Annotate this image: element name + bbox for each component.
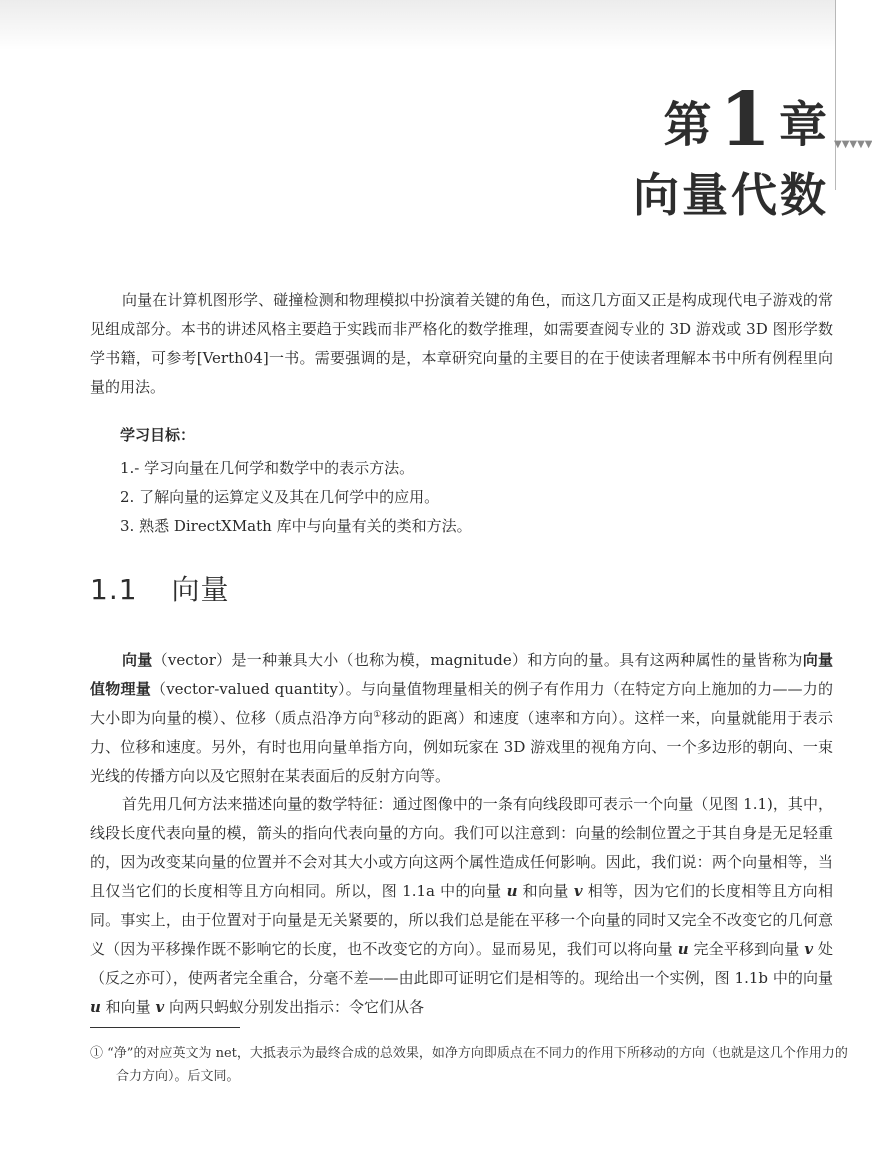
chapter-title: 向量代数 bbox=[633, 168, 829, 222]
page-edge-line bbox=[835, 0, 836, 190]
term-vector: 向量 bbox=[122, 651, 153, 669]
vector-symbol-u: u bbox=[677, 940, 689, 958]
vector-symbol-v: v bbox=[155, 998, 165, 1016]
vector-symbol-v: v bbox=[573, 882, 583, 900]
chapter-label-post: 章 bbox=[778, 97, 829, 153]
objective-item: 3. 熟悉 DirectXMath 库中与向量有关的类和方法。 bbox=[120, 517, 472, 535]
text-run: 相等，因为它们的长度相等且方向相同。事实上，由于位置对于向量是无关紧要的，所以我们总是能在平移一个向量的同时又完全不改变它的几何意义（因为平移操作既不影响它的长度，也不改变它的方向）。显而易见，我们可以将向量 bbox=[90, 882, 833, 958]
page-top-shadow bbox=[0, 0, 835, 50]
chapter-label bbox=[633, 77, 829, 163]
footnote-divider bbox=[90, 1027, 240, 1028]
body-paragraph-2 bbox=[90, 790, 833, 1022]
objectives-title: 学习目标： bbox=[120, 426, 196, 444]
text-run: 处（反之亦可），使两者完全重合，分毫不差——由此即可证明它们是相等的。现给出一个实例，图 1.1b 中的向量 bbox=[90, 940, 833, 987]
term-vector-valued-quantity: 向量值物理量 bbox=[90, 651, 833, 698]
vector-symbol-u: u bbox=[506, 882, 518, 900]
text-run: 和向量 bbox=[517, 882, 574, 900]
vector-symbol-v: v bbox=[804, 940, 814, 958]
objective-item: 2. 了解向量的运算定义及其在几何学中的应用。 bbox=[120, 488, 440, 506]
section-heading bbox=[90, 568, 230, 608]
chapter-number: 1 bbox=[719, 77, 773, 163]
chapter-label-pre: 第 bbox=[663, 97, 714, 153]
intro-paragraph: 向量在计算机图形学、碰撞检测和物理模拟中扮演着关键的角色，而这几方面又正是构成现代电子游戏的常见组成部分。本书的讲述风格主要趋于实践而非严格化的数学推理，如需要查阅专业的 3D 游戏或 3D 图形学数学书籍，可参考[Verth04]一书。需要强调的是，本章研究向量的主要目的在于使读者理解本书中所有例程里向量的用法。 bbox=[90, 291, 833, 396]
footnote bbox=[90, 1042, 856, 1088]
objective-item: 1.- 学习向量在几何学和数学中的表示方法。 bbox=[120, 459, 415, 477]
section-number: 1.1 bbox=[90, 573, 138, 606]
body-paragraph-1 bbox=[90, 646, 833, 791]
footnote-mark: ① bbox=[90, 1046, 104, 1061]
objectives-list bbox=[120, 454, 472, 541]
text-run: （vector-valued quantity）。与向量值物理量相关的例子有作用力（在特定方向上施加的力——力的大小即为向量的模）、位移（质点沿净方向 bbox=[90, 680, 833, 727]
text-run: 移动的距离）和速度（速率和方向）。这样一来，向量就能用于表示力、位移和速度。另外，有时也用向量单指方向，例如玩家在 3D 游戏里的视角方向、一个多边形的朝向、一束光线的传播方向以及它照射在某表面后的反射方向等。 bbox=[90, 709, 833, 785]
footnote-text: “净”的对应英文为 net，大抵表示为最终合成的总效果，如净方向即质点在不同力的作用下所移动的方向（也就是这几个作用力的合力方向）。后文同。 bbox=[103, 1046, 848, 1084]
text-run: （vector）是一种兼具大小（也称为模，magnitude）和方向的量。具有这两种属性的量皆称为 bbox=[152, 651, 803, 669]
section-title: 向量 bbox=[171, 573, 230, 606]
text-run: 向两只蚂蚁分别发出指示：令它们从各 bbox=[164, 998, 424, 1016]
text-run: 和向量 bbox=[100, 998, 156, 1016]
chapter-heading bbox=[633, 77, 829, 227]
footnote-ref: ① bbox=[373, 710, 382, 720]
vector-symbol-u: u bbox=[90, 998, 101, 1016]
text-run: 完全平移到向量 bbox=[688, 940, 805, 958]
text-run: 首先用几何方法来描述向量的数学特征：通过图像中的一条有向线段即可表示一个向量（见图 1.1)，其中，线段长度代表向量的模，箭头的指向代表向量的方向。我们可以注意到：向量的绘制位置之于其自身是无足轻重的，因为改变某向量的位置并不会对其大小或方向这两个属性造成任何影响。因此，我们说：两个向量相等，当且仅当它们的长度相等且方向相同。所以，图 1.1a 中的向量 bbox=[90, 795, 833, 900]
edge-arrow-marks: ▼▼▼▼▼ bbox=[834, 139, 872, 150]
